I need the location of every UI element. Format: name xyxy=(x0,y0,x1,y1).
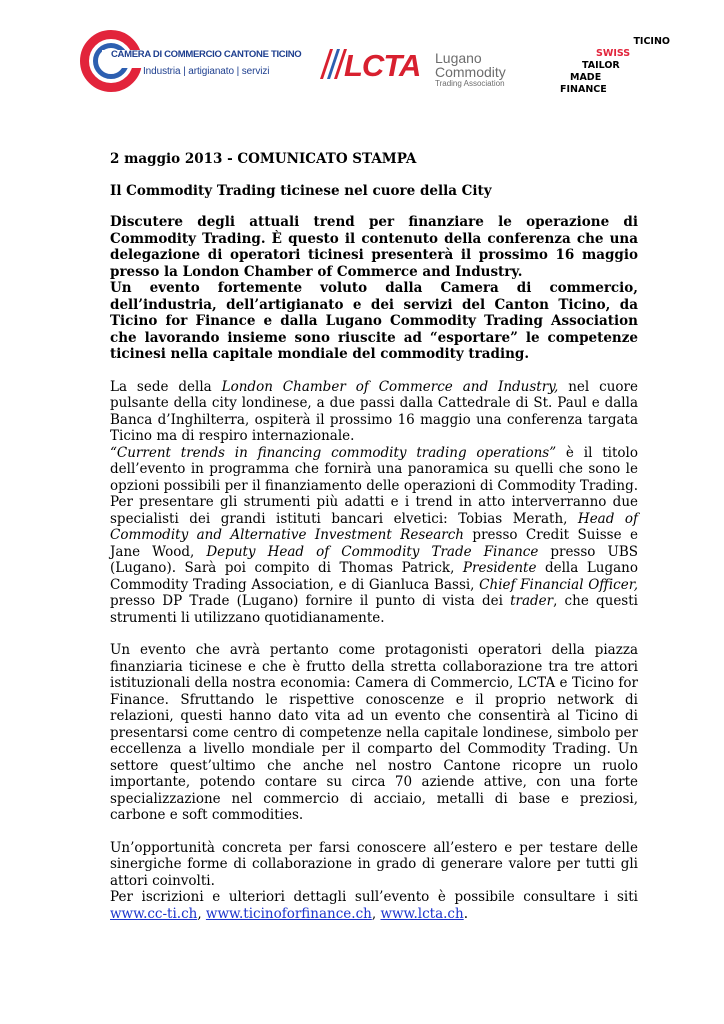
lcta-association-name xyxy=(435,51,506,89)
ticino-logo-word-1: TICINO xyxy=(633,36,670,47)
press-release-body xyxy=(110,151,638,922)
text-run: della Lugano Commodity Trading Association, e di Gianluca Bassi, xyxy=(110,560,638,593)
text-run: , che questi strumenti li utilizzano quotidianamente. xyxy=(110,593,638,626)
lcta-logo xyxy=(318,48,518,98)
venue-name: London Chamber of Commerce and Industry, xyxy=(221,378,559,395)
ticino-logo-word-3: TAILOR xyxy=(582,60,620,71)
release-title: Il Commodity Trading ticinese nel cuore della City xyxy=(110,182,492,199)
link-ticinoforfinance[interactable]: www.ticinoforfinance.ch xyxy=(205,905,372,922)
ticino-finance-logo xyxy=(560,36,670,98)
camera-di-commercio-logo xyxy=(80,30,302,100)
text-run: La sede della xyxy=(110,378,222,395)
dateline: 2 maggio 2013 - COMUNICATO STAMPA xyxy=(110,151,417,167)
paragraph-program xyxy=(110,445,638,627)
italic-term: trader xyxy=(510,593,554,609)
link-lcta[interactable]: www.lcta.ch xyxy=(380,905,464,922)
paragraph-venue xyxy=(110,379,638,445)
text-run: Per iscrizioni e ulteriori dettagli sull’evento è possibile consultare i siti xyxy=(110,889,638,905)
paragraph-opportunity: Un’opportunità concreta per farsi conoscere all’estero e per testare delle sinergiche forme di collaborazione in grado di generare valore per tutti gli attori coinvolti. xyxy=(110,839,638,889)
text-run: nel cuore pulsante della city londinese, a due passi dalla Cattedrale di St. Paul e dalla Banca d’Inghilterra, ospiterà il prossimo 16 maggio una conferenza targata Ticino ma di respiro internazionale. xyxy=(110,378,638,444)
lcta-line-1: Lugano xyxy=(435,50,482,66)
text-run: . xyxy=(463,905,468,922)
speaker-role: Deputy Head of Commodity Trade Finance xyxy=(206,543,539,560)
link-cc-ti[interactable]: www.cc-ti.ch xyxy=(110,905,198,922)
paragraph-registration xyxy=(110,889,638,922)
speaker-role: Presidente xyxy=(462,560,537,576)
speaker-role: Head of Commodity and Alternative Investment Research xyxy=(110,510,638,543)
lead-paragraph-1: Discutere degli attuali trend per finanziare le operazione di Commodity Trading. È questo il contenuto della conferenza che una delegazione di operatori ticinesi presenterà il prossimo 16 maggio presso la London Chamber of Commerce and Industry. xyxy=(110,214,638,280)
lcta-line-2: Commodity xyxy=(435,64,506,80)
ticino-logo-word-2: SWISS xyxy=(596,48,631,59)
event-title: “Current trends in financing commodity trading operations” xyxy=(110,444,557,461)
speaker-role: Chief Financial Officer, xyxy=(479,576,638,593)
camera-logo-subtitle: Industria | artigianato | servizi xyxy=(143,66,270,77)
ticino-logo-word-4: MADE xyxy=(570,72,602,83)
text-run: è il titolo dell’evento in programma che fornirà una panoramica su quelli che sono le opzioni possibili per il finanziamento delle operazioni di Commodity Trading. Per presentare gli strumenti più adatti e i trend in atto interverranno due specialisti dei grandi istituti bancari elvetici: Tobias Merath, xyxy=(110,444,638,527)
lcta-mark: LCTA xyxy=(344,48,421,83)
camera-logo-name: CAMERA DI COMMERCIO CANTONE TICINO xyxy=(111,49,302,60)
lead-paragraph-2: Un evento fortemente voluto dalla Camera di commercio, dell’industria, dell’artigianato e dei servizi del Canton Ticino, da Ticino for Finance e dalla Lugano Commodity Trading Association che lavorando insieme sono riuscite ad “esportare” le competenze ticinesi nella capitale mondiale del commodity trading. xyxy=(110,280,638,362)
lcta-line-3: Trading Association xyxy=(435,79,505,88)
text-run: , xyxy=(197,905,206,922)
paragraph-collaboration: Un evento che avrà pertanto come protagonisti operatori della piazza finanziaria ticinese e che è frutto della stretta collaborazione tra tre attori istituzionali della nostra economia: Camera di Commercio, LCTA e Ticino for Finance. Sfruttando le rispettive conoscenze e il proprio network di relazioni, questi hanno dato vita ad un evento che consentirà al Ticino di presentarsi come centro di competenze nella capitale londinese, simbolo per eccellenza a livello mondiale per il comparto del Commodity Trading. Un settore quest’ultimo che anche nel nostro Cantone ricopre un ruolo importante, potendo contare su circa 70 aziende attive, con una forte specializzazione nel commercio di acciaio, metalli di base e preziosi, carbone e soft commodities. xyxy=(110,642,638,823)
ticino-logo-word-5: FINANCE xyxy=(560,84,607,95)
text-run: presso Credit Suisse e Jane Wood, xyxy=(110,527,638,560)
text-run: presso DP Trade (Lugano) fornire il punto di vista dei xyxy=(110,593,511,609)
text-run: , xyxy=(371,905,381,922)
text-run: presso UBS (Lugano). Sarà poi compito di Thomas Patrick, xyxy=(110,543,638,576)
